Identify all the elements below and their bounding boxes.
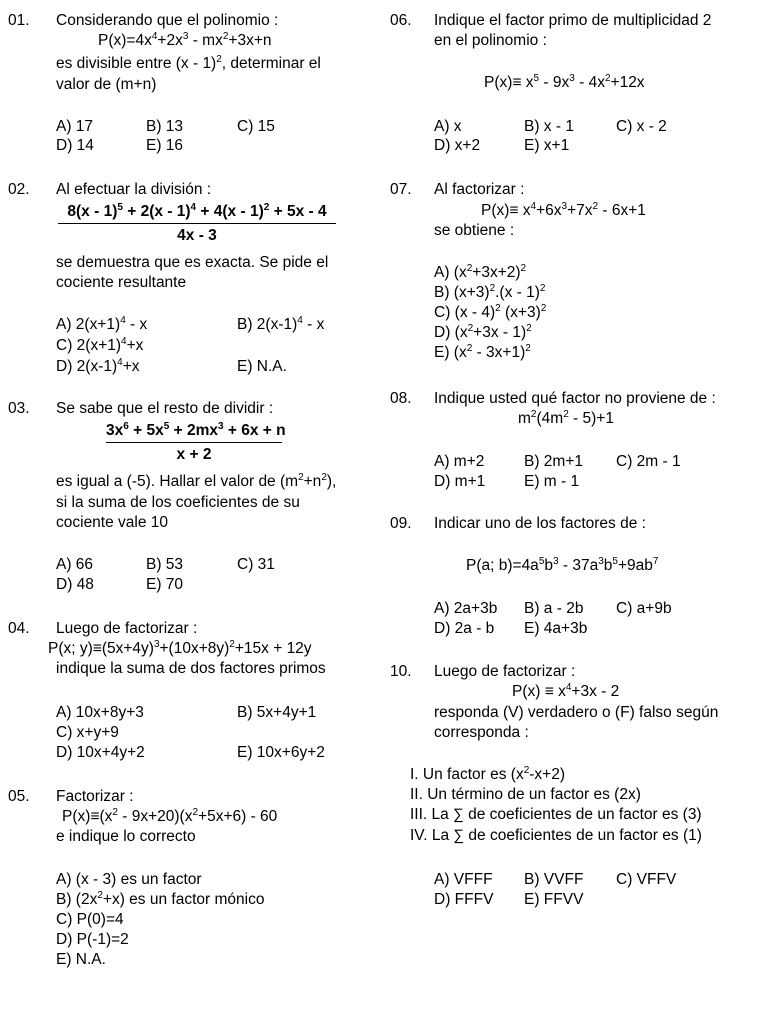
- option-d: D) x+2: [434, 137, 481, 154]
- option-c: C) x - 2: [616, 118, 667, 135]
- option-e: E) N.A.: [56, 951, 106, 968]
- option-a: A) 2a+3b: [434, 600, 498, 617]
- option-d: D) 14: [56, 137, 94, 154]
- question-text: Indique el factor primo de multiplicidad 2: [434, 12, 712, 29]
- question-text: Al efectuar la división :: [56, 181, 212, 198]
- option-a: A) $2(x+1)^4 - x$: [56, 314, 148, 333]
- option-e: E) FFVV: [524, 891, 584, 908]
- polynomial: $P(x)\equiv x^4+6x^3+7x^2 - 6x+1$: [481, 200, 646, 219]
- question-text: Al factorizar :: [434, 181, 525, 198]
- question-text: Indicar uno de los factores de :: [434, 515, 646, 532]
- option-d: D) 48: [56, 576, 94, 593]
- option-b: B) x - 1: [524, 118, 574, 135]
- polynomial: $m^2(4m^2 - 5)+1$: [518, 408, 614, 427]
- option-a: A) m+2: [434, 453, 485, 470]
- polynomial: P(x; $y)\equiv(5x+4y)^3+(10x+8y)^2+15x + 12y$: [48, 638, 312, 657]
- option-d: D) P(-1)=2: [56, 931, 129, 948]
- option-a: A) 10x+8y+3: [56, 704, 144, 721]
- option-a: A) 17: [56, 118, 94, 135]
- question-text: cociente resultante: [56, 274, 187, 291]
- fraction-bar: [58, 223, 336, 224]
- question-text: e indique lo correcto: [56, 828, 196, 845]
- question-text: Factorizar :: [56, 788, 134, 805]
- question-text: es igual a (-5). Hallar el valor de $(m^2+n^2)$,: [56, 471, 337, 490]
- question-text: se obtiene :: [434, 222, 515, 239]
- option-c: C) 15: [237, 118, 275, 135]
- option-e: E) 16: [146, 137, 184, 154]
- option-d: D) m+1: [434, 473, 486, 490]
- question-number: 05.: [8, 788, 30, 805]
- option-a: A) $(x^2+3x+2)^2$: [434, 262, 527, 281]
- option-c: C) P(0)=4: [56, 911, 124, 928]
- option-c: C) $2(x+1)^4+x$: [56, 335, 144, 354]
- question-text: Luego de factorizar :: [56, 620, 198, 637]
- question-text: indique la suma de dos factores primos: [56, 660, 326, 677]
- denominator: 4x - 3: [177, 227, 217, 244]
- statement-iii: III. La ∑ de coeficientes de un factor es (3): [410, 806, 702, 823]
- option-b: B) $(2x^2+x)$ es un factor mónico: [56, 889, 265, 908]
- option-d: D) $(x^2+3x - 1)^2$: [434, 322, 532, 341]
- question-number: 01.: [8, 12, 30, 29]
- option-d: D) 2a - b: [434, 620, 495, 637]
- question-text: cociente vale 10: [56, 514, 169, 531]
- polynomial: P(a; $b)=4a^5b^3 - 37a^3b^5+9ab^7$: [466, 555, 659, 574]
- polynomial: $P(x)\equiv x^5 - 9x^3 - 4x^2+12x$: [484, 72, 645, 91]
- question-text: si la suma de los coeficientes de su: [56, 494, 300, 511]
- question-number: 03.: [8, 400, 30, 417]
- polynomial: $P(x)=4x^4+2x^3 - mx^2+3x+n$: [98, 30, 272, 49]
- question-number: 07.: [390, 181, 412, 198]
- option-d: D) 10x+4y+2: [56, 744, 145, 761]
- question-text: Luego de factorizar :: [434, 663, 576, 680]
- question-number: 06.: [390, 12, 412, 29]
- question-text: Indique usted qué factor no proviene de :: [434, 390, 716, 407]
- statement-ii: II. Un término de un factor es (2x): [410, 786, 641, 803]
- fraction-bar: [106, 442, 282, 443]
- option-e: E) x+1: [524, 137, 570, 154]
- option-e: E) 4a+3b: [524, 620, 588, 637]
- option-e: E) N.A.: [237, 358, 287, 375]
- option-e: E) $(x^2 - 3x+1)^2$: [434, 342, 531, 361]
- option-a: A) (x - 3) es un factor: [56, 871, 202, 888]
- division-fraction: [106, 420, 286, 464]
- question-text: Considerando que el polinomio :: [56, 12, 279, 29]
- question-text: se demuestra que es exacta. Se pide el: [56, 254, 329, 271]
- option-b: B) 13: [146, 118, 184, 135]
- option-b: B) VVFF: [524, 871, 584, 888]
- question-text: valor de (m+n): [56, 76, 157, 93]
- option-b: B) a - 2b: [524, 600, 584, 617]
- denominator: x + 2: [176, 446, 212, 463]
- option-c: C) VFFV: [616, 871, 677, 888]
- question-text: es divisible entre (x - 1)$^2$, determinar el: [56, 53, 321, 72]
- option-b: B) 5x+4y+1: [237, 704, 317, 721]
- question-text: corresponda :: [434, 724, 529, 741]
- option-d: D) FFFV: [434, 891, 494, 908]
- question-number: 04.: [8, 620, 30, 637]
- option-c: C) 31: [237, 556, 275, 573]
- option-a: A) VFFF: [434, 871, 493, 888]
- option-b: B) 53: [146, 556, 184, 573]
- division-fraction: [58, 203, 336, 245]
- option-b: B) $(x+3)^2.(x - 1)^2$: [434, 282, 546, 301]
- question-number: 08.: [390, 390, 412, 407]
- sigma-icon: ∑: [453, 827, 465, 844]
- option-b: B) $2(x-1)^4$ - x: [237, 314, 325, 333]
- numerator: $3x^6 + 5x^5 + 2mx^3 + 6x + n$: [106, 420, 286, 439]
- option-e: E) m - 1: [524, 473, 580, 490]
- option-b: B) 2m+1: [524, 453, 584, 470]
- numerator: 8(x - 1)$^5$ + 2(x - 1)$^4$ + 4(x - 1)$^2$ + 5x - 4: [67, 201, 327, 220]
- option-a: A) 66: [56, 556, 94, 573]
- question-text: en el polinomio :: [434, 32, 547, 49]
- option-a: A) x: [434, 118, 462, 135]
- option-c: C) (x - 4)$^2$ $(x+3)^2$: [434, 302, 547, 321]
- question-number: 02.: [8, 181, 30, 198]
- statement-iv: IV. La ∑ de coeficientes de un factor es (1): [410, 827, 702, 844]
- option-e: E) 70: [146, 576, 184, 593]
- question-text: Se sabe que el resto de dividir :: [56, 400, 274, 417]
- option-c: C) x+y+9: [56, 724, 119, 741]
- sigma-icon: ∑: [453, 806, 464, 823]
- option-c: C) 2m - 1: [616, 453, 681, 470]
- polynomial: $P(x)\equiv(x^2 - 9x+20)(x^2+5x+6) - 60$: [62, 806, 278, 825]
- question-number: 09.: [390, 515, 412, 532]
- option-e: E) 10x+6y+2: [237, 744, 325, 761]
- question-text: responda (V) verdadero o (F) falso según: [434, 704, 719, 721]
- statement-i: I. Un factor es $(x^2-x+2)$: [410, 764, 566, 783]
- option-d: D) $2(x-1)^4+x$: [56, 356, 140, 375]
- polynomial: $P(x) \equiv x^4+3x - 2$: [512, 681, 620, 700]
- option-c: C) a+9b: [616, 600, 672, 617]
- question-number: 10.: [390, 663, 412, 680]
